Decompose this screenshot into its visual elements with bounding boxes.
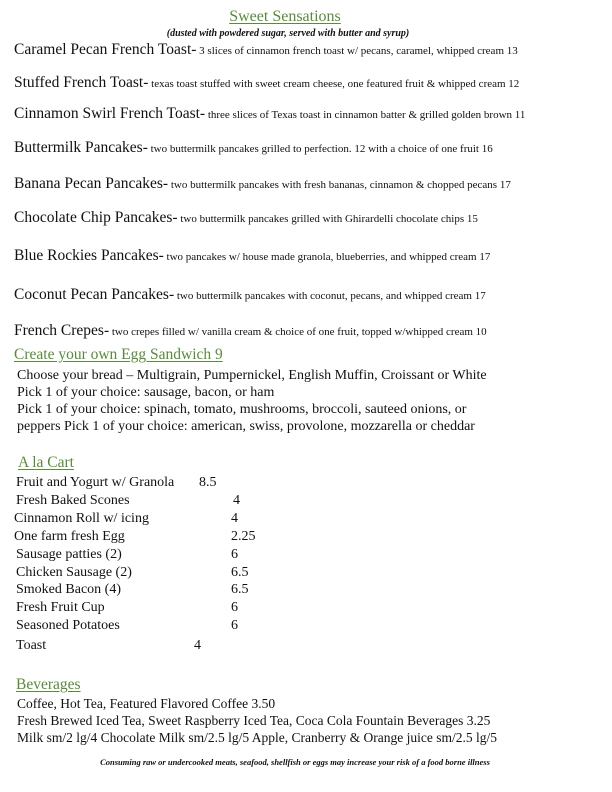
- egg-sandwich-line: Choose your bread – Multigrain, Pumpernickel, English Muffin, Croissant or White: [17, 368, 487, 383]
- cart-item-price: 4: [194, 638, 201, 653]
- cart-item-name: Smoked Bacon (4): [16, 582, 121, 597]
- cart-item-name: Fresh Baked Scones: [16, 493, 130, 508]
- menu-item-description: two crepes filled w/ vanilla cream & choice of one fruit, topped w/whipped cream 10: [109, 326, 487, 338]
- cart-item-name: Chicken Sausage (2): [16, 565, 132, 580]
- egg-sandwich-line: peppers Pick 1 of your choice: american, swiss, provolone, mozzarella or cheddar: [17, 419, 475, 434]
- menu-item-name: Buttermilk Pancakes-: [14, 139, 148, 156]
- menu-item-description: two buttermilk pancakes grilled with Ghirardelli chocolate chips 15: [177, 213, 478, 225]
- cart-item-name: Fruit and Yogurt w/ Granola: [16, 475, 175, 490]
- cart-item-price: 6.5: [231, 582, 249, 597]
- menu-item-description: two pancakes w/ house made granola, blueberries, and whipped cream 17: [163, 251, 491, 263]
- menu-item: [14, 41, 518, 59]
- cart-item-price: 8.5: [199, 475, 217, 490]
- section-title-a-la-cart: A la Cart: [18, 454, 74, 471]
- cart-item-price: 6: [231, 618, 238, 633]
- section-title-sweet-sensations: Sweet Sensations: [229, 8, 341, 25]
- menu-item-name: Caramel Pecan French Toast-: [14, 41, 197, 58]
- menu-item-name: Stuffed French Toast-: [14, 74, 149, 91]
- cart-item-price: 4: [231, 511, 238, 526]
- beverage-line: Fresh Brewed Iced Tea, Sweet Raspberry Iced Tea, Coca Cola Fountain Beverages 3.25: [17, 713, 491, 728]
- food-safety-disclaimer: Consuming raw or undercooked meats, seafood, shellfish or eggs may increase your risk of a food borne illness: [100, 757, 490, 767]
- cart-item-price: 6: [231, 547, 238, 562]
- section-title-egg-sandwich: Create your own Egg Sandwich 9: [14, 346, 223, 363]
- beverage-line: Milk sm/2 lg/4 Chocolate Milk sm/2.5 lg/5 Apple, Cranberry & Orange juice sm/2.5 lg/5: [17, 730, 497, 745]
- menu-item-description: two buttermilk pancakes grilled to perfection. 12 with a choice of one fruit 16: [147, 143, 493, 155]
- egg-sandwich-line: Pick 1 of your choice: spinach, tomato, mushrooms, broccoli, sauteed onions, or: [17, 402, 467, 417]
- menu-item: [14, 74, 519, 92]
- menu-item: [14, 322, 487, 340]
- menu-item-description: texas toast stuffed with sweet cream cheese, one featured fruit & whipped cream 12: [148, 78, 520, 90]
- cart-item-name: Fresh Fruit Cup: [16, 600, 105, 615]
- menu-item-name: French Crepes-: [14, 322, 110, 339]
- cart-item-name: Sausage patties (2): [16, 547, 122, 562]
- cart-item-name: Toast: [16, 638, 47, 653]
- cart-item-name: Cinnamon Roll w/ icing: [14, 511, 149, 526]
- cart-item-price: 2.25: [231, 529, 256, 544]
- menu-item: [14, 175, 511, 193]
- menu-item-name: Banana Pecan Pancakes-: [14, 175, 169, 192]
- menu-item-description: two buttermilk pancakes with coconut, pecans, and whipped cream 17: [174, 290, 486, 302]
- menu-item-name: Cinnamon Swirl French Toast-: [14, 105, 206, 122]
- section-subtitle-sweet-sensations: (dusted with powdered sugar, served with butter and syrup): [166, 28, 410, 39]
- menu-item-description: three slices of Texas toast in cinnamon batter & grilled golden brown 11: [205, 109, 526, 121]
- menu-item-name: Coconut Pecan Pancakes-: [14, 286, 175, 303]
- menu-item: [14, 247, 490, 265]
- beverage-line: Coffee, Hot Tea, Featured Flavored Coffee 3.50: [17, 696, 276, 711]
- egg-sandwich-line: Pick 1 of your choice: sausage, bacon, or ham: [17, 385, 275, 400]
- menu-item-description: two buttermilk pancakes with fresh bananas, cinnamon & chopped pecans 17: [168, 179, 511, 191]
- cart-item-price: 4: [233, 493, 240, 508]
- cart-item-name: One farm fresh Egg: [14, 529, 125, 544]
- menu-item-name: Chocolate Chip Pancakes-: [14, 209, 178, 226]
- menu-item: [14, 105, 525, 123]
- menu-item-name: Blue Rockies Pancakes-: [14, 247, 164, 264]
- section-title-beverages: Beverages: [16, 676, 81, 693]
- menu-item: [14, 209, 478, 227]
- cart-item-price: 6.5: [231, 565, 249, 580]
- cart-item-price: 6: [231, 600, 238, 615]
- cart-item-name: Seasoned Potatoes: [16, 618, 120, 633]
- menu-item: [14, 139, 493, 157]
- menu-item: [14, 286, 486, 304]
- menu-item-description: 3 slices of cinnamon french toast w/ pecans, caramel, whipped cream 13: [196, 45, 518, 57]
